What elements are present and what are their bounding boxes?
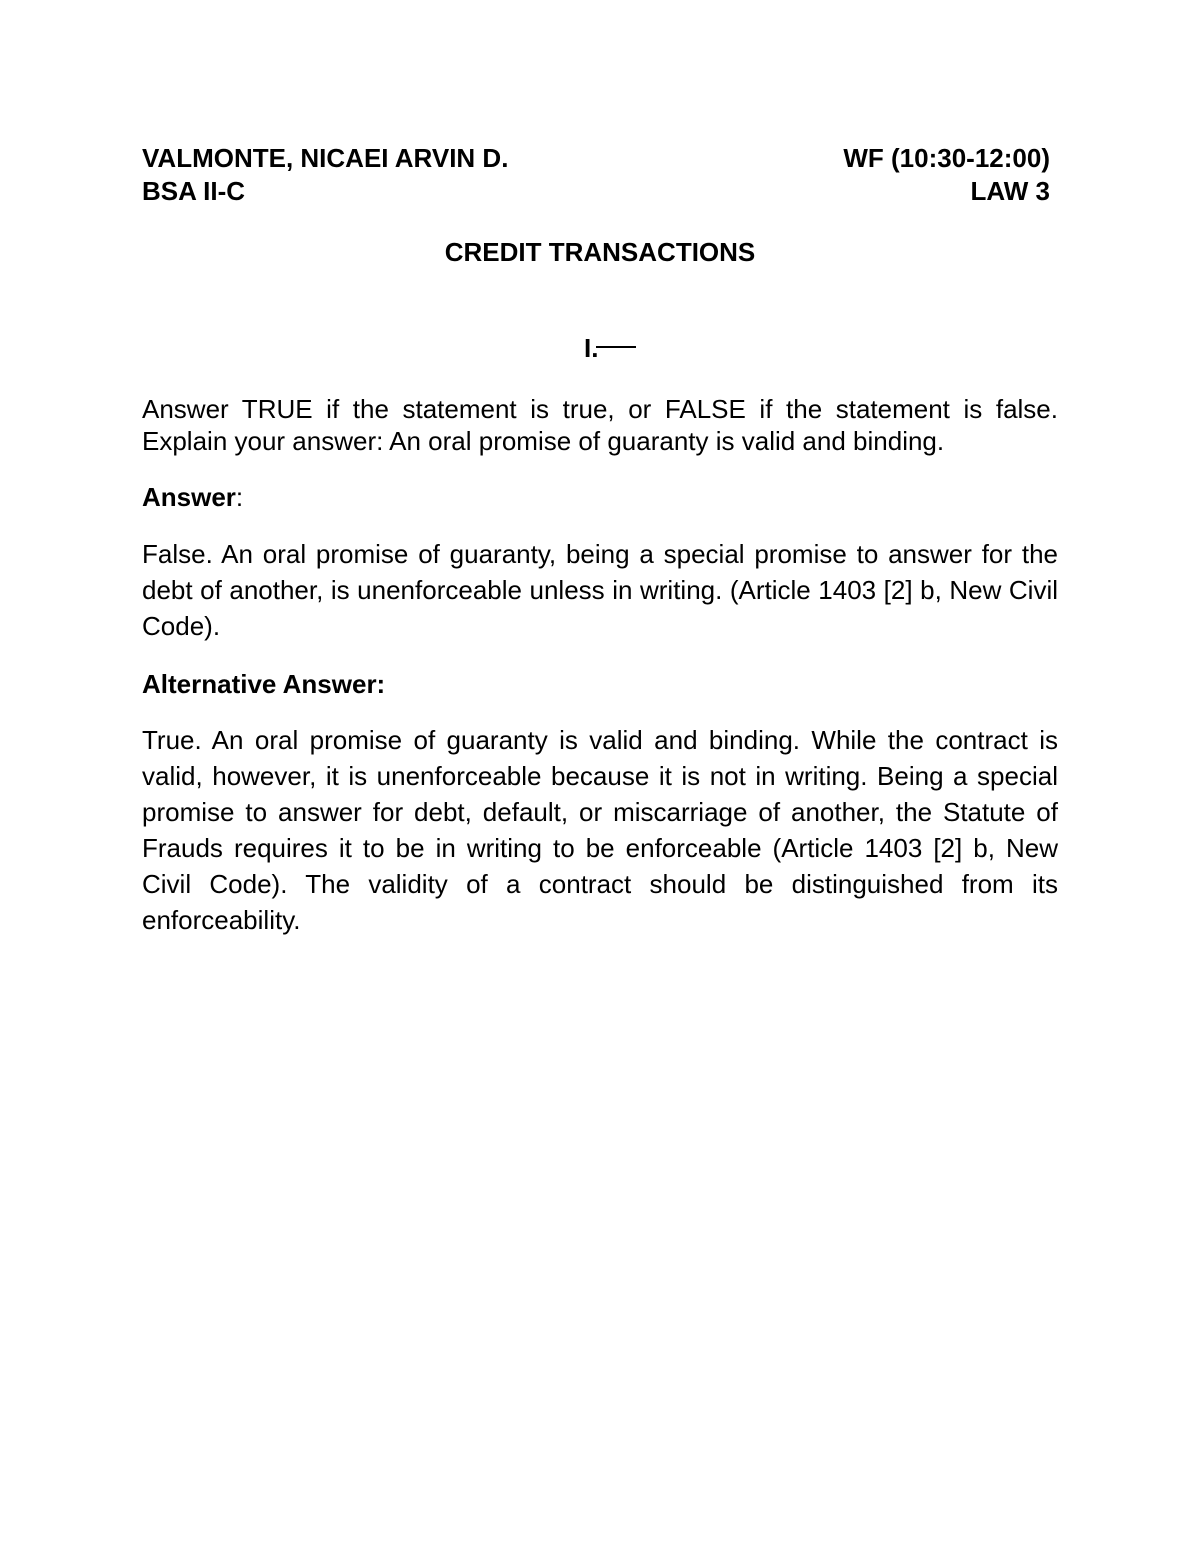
class-schedule: WF (10:30-12:00) [843,143,1050,173]
question-text: Answer TRUE if the statement is true, or FALSE if the statement is false. Explain your answer: An oral promise of guaranty is valid and binding. [142,394,1058,456]
section-underline [596,346,636,348]
student-section: BSA II-C [142,176,246,206]
header-row-2 [142,175,1050,207]
student-name: VALMONTE, NICAEI ARVIN D. [142,143,509,173]
document-title: CREDIT TRANSACTIONS [444,237,756,267]
answer-text: False. An oral promise of guaranty, being a special promise to answer for the debt of another, is unenforceable unless in writing. (Article 1403 [2] b, New Civil Code). [142,539,1058,641]
answer-heading [142,481,243,513]
section-number: I. [584,333,599,363]
alternative-answer-text: True. An oral promise of guaranty is valid and binding. While the contract is valid, however, it is unenforceable because it is not in writing. Being a special promise to answer for debt, default, or miscarriage of another, the Statute of Frauds requires it to be in writing to be enforceable (Article 1403 [2] b, New Civil Code). The validity of a contract should be distinguished from its enforceability. [142,725,1058,935]
answer-colon: : [235,482,244,512]
alternative-answer-heading: Alternative Answer: [142,669,386,699]
answer-label: Answer [142,482,236,512]
header-row-1 [142,142,1050,174]
course-code: LAW 3 [970,176,1050,206]
